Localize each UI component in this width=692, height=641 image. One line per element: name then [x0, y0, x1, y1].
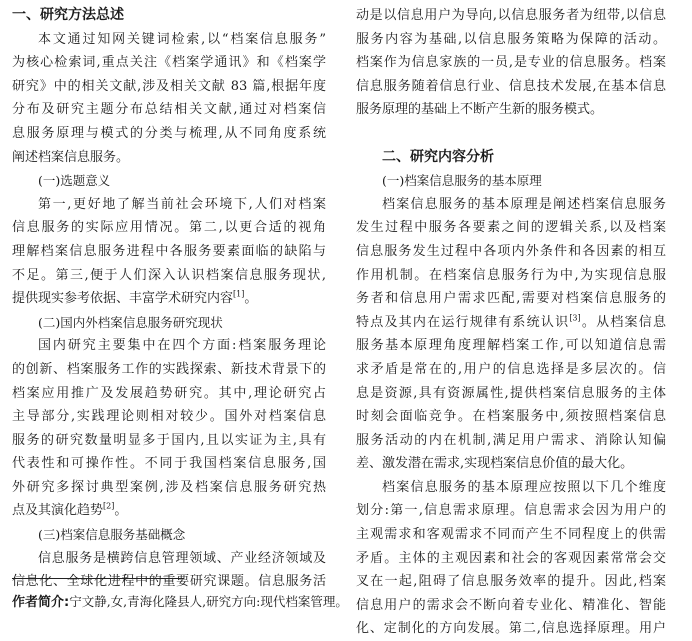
line-text: 信息用户的需求会不断向着专业化、精准化、智能	[356, 597, 666, 613]
text-line	[12, 429, 326, 453]
text-line	[12, 264, 326, 288]
text-line	[356, 264, 666, 288]
footnote-label: 作者简介:	[12, 595, 70, 610]
text-line	[356, 570, 666, 594]
text-line	[12, 122, 326, 146]
line-text: (一)选题意义	[38, 173, 111, 189]
line-text: 息是资源,具有资源属性,提供档案信息服务的主体	[356, 385, 666, 401]
line-text: 务者和信息用户需求匹配,需要对档案信息服务的	[356, 291, 666, 307]
line-text: 阐述档案信息服务。	[12, 149, 130, 165]
line-text: 档案应用推广及发展趋势研究。其中,理论研究占	[12, 385, 326, 401]
text-line	[356, 594, 666, 618]
line-text: 服务的研究数量明显多于国内,且以实证为主,具有	[12, 432, 326, 448]
text-line	[12, 98, 326, 122]
text-line	[12, 405, 326, 429]
citation-marker: [1]	[233, 289, 245, 299]
line-text: 差、激发潜在需求,实现档案信息价值的最大化。	[356, 456, 634, 472]
text-line	[356, 240, 666, 264]
line-text: 为核心检索词,重点关注《档案学通讯》和《档案学	[12, 55, 326, 71]
text-line	[356, 4, 666, 28]
text-line	[356, 617, 666, 641]
text-line	[12, 216, 326, 240]
line-text: 外研究多探讨典型案例,涉及档案信息服务研究热	[12, 479, 326, 495]
line-text: (三)档案信息服务基础概念	[38, 527, 186, 543]
line-text: 息服务原理与模式的分类与梳理,从不同角度系统	[12, 125, 326, 141]
line-text: 国内研究主要集中在四个方面:档案服务理论	[38, 338, 326, 354]
line-text: 不足。第三,便于人们深入认识档案信息服务现状,	[12, 267, 326, 283]
line-text: 时刻会面临竞争。在档案服务中,须按照档案信息	[356, 409, 666, 425]
left-column	[12, 4, 326, 594]
text-line	[12, 570, 326, 594]
line-text: 信息化、全球化进程中的重要研究课题。信息服务活	[12, 574, 326, 590]
text-line	[12, 547, 326, 571]
text-line	[356, 311, 666, 335]
line-text: (二)国内外档案信息服务研究现状	[38, 314, 223, 330]
line-text: 主观需求和客观需求不同而产生不同程度上的供需	[356, 527, 666, 543]
right-column	[356, 4, 666, 641]
line-text: (一)档案信息服务的基本原理	[382, 173, 542, 189]
text-line	[356, 216, 666, 240]
author-footnote	[12, 592, 348, 612]
line-text: 分布及研究主题分布总结相关文献,通过对档案信	[12, 102, 326, 118]
line-text: 档案作为信息家族的一员,是专业的信息服务。档案	[356, 55, 666, 71]
line-text: 划分:第一,信息需求原理。信息需求会因为用户的	[356, 503, 666, 519]
line-text: 动是以信息用户为导向,以信息服务者为纽带,以信息	[356, 8, 666, 23]
citation-marker: [2]	[103, 502, 115, 512]
line-text: 理解档案信息服务进程中各服务要素面临的缺陷与	[12, 243, 326, 259]
line-text: 代表性和可操作性。不同于我国档案信息服务,国	[12, 456, 326, 472]
text-line	[356, 193, 666, 217]
text-line	[356, 98, 666, 122]
line-text: 档案信息服务的基本原理应按照以下几个维度	[382, 479, 666, 495]
subsection-heading	[12, 311, 326, 335]
text-line	[12, 499, 326, 523]
line-text: 的创新、档案服务工作的实践探索、新技术背景下的	[12, 361, 326, 377]
line-text: 特点及其内在运行规律有系统认识	[356, 314, 570, 330]
text-line	[12, 476, 326, 500]
line-text: 档案信息服务的基本原理是阐述档案信息服务	[382, 196, 666, 212]
line-text: 信息服务发生过程中各项内外条件和各因素的相互	[356, 243, 666, 259]
text-line	[12, 358, 326, 382]
line-text: 主导部分,实践理论则相对较少。国外对档案信息	[12, 409, 326, 425]
line-text: 求矛盾是常在的,用户的信息选择是多层次的。信	[356, 361, 666, 377]
text-line	[12, 452, 326, 476]
text-line	[356, 122, 666, 146]
text-line	[356, 499, 666, 523]
line-text: 信息服务随着信息行业、信息技术发展,在基本信息	[356, 78, 666, 94]
text-line	[356, 358, 666, 382]
line-text: 信息服务的实际应用情况。第二,以更合适的视角	[12, 220, 326, 236]
line-text: 化、定制化的方向发展。第二,信息选择原理。用户	[356, 621, 666, 637]
text-line	[12, 75, 326, 99]
text-line	[356, 523, 666, 547]
text-line	[356, 75, 666, 99]
text-line	[356, 28, 666, 52]
text-line	[356, 382, 666, 406]
line-tail: 。从档案信息	[580, 314, 666, 330]
text-line	[12, 334, 326, 358]
text-line	[12, 51, 326, 75]
line-text: 一、研究方法总述	[12, 7, 124, 23]
line-text: 第一,更好地了解当前社会环境下,人们对档案	[38, 196, 326, 212]
line-text: 服务活动的内在机制,满足用户需求、消除认知偏	[356, 432, 666, 448]
text-line	[356, 429, 666, 453]
text-line	[356, 51, 666, 75]
footnote-rule	[12, 578, 184, 579]
line-text: 提供现实参考依据、丰富学术研究内容	[12, 291, 234, 307]
line-text: 服务内容为基础,以信息服务策略为保障的活动。	[356, 31, 666, 47]
text-line	[12, 240, 326, 264]
line-text: 研究》中的相关文献,涉及相关文献 83 篇,根据年度	[12, 78, 326, 94]
line-text: 矛盾。主体的主观因素和社会的客观因素常常会交	[356, 550, 666, 566]
line-text: 本文通过知网关键词检索,以“档案信息服务”	[38, 31, 326, 47]
subsection-heading	[356, 169, 666, 193]
text-line	[12, 28, 326, 52]
text-line	[356, 405, 666, 429]
line-text: 叉在一起,阻碍了信息服务效率的提升。因此,档案	[356, 574, 666, 590]
line-tail: 。	[244, 291, 258, 307]
line-text: 服务原理的基础上不断产生新的服务模式。	[356, 102, 604, 118]
section-heading	[12, 4, 326, 28]
text-line	[12, 382, 326, 406]
text-line	[356, 452, 666, 476]
text-line	[12, 146, 326, 170]
subsection-heading	[12, 523, 326, 547]
line-text: 信息服务是横跨信息管理领域、产业经济领域及	[38, 550, 326, 566]
line-text: 服务基本原理角度理解档案工作,可以知道信息需	[356, 338, 666, 354]
line-text: 发生过程中服务各要素之间的逻辑关系,以及档案	[356, 220, 666, 236]
text-line	[12, 193, 326, 217]
line-text: 点及其演化趋势	[12, 503, 104, 519]
subsection-heading	[12, 169, 326, 193]
line-tail: 。	[114, 503, 128, 519]
section-heading	[356, 146, 666, 170]
line-text: 作用机制。在档案信息服务行为中,为实现信息服	[356, 267, 666, 283]
citation-marker: [3]	[569, 313, 581, 323]
text-line	[356, 476, 666, 500]
text-line	[356, 334, 666, 358]
line-text: 二、研究内容分析	[382, 148, 494, 165]
text-line	[356, 547, 666, 571]
text-line	[12, 287, 326, 311]
footnote-text: 宁文静,女,青海化隆县人,研究方向:现代档案管理。	[69, 594, 348, 609]
text-line	[356, 287, 666, 311]
